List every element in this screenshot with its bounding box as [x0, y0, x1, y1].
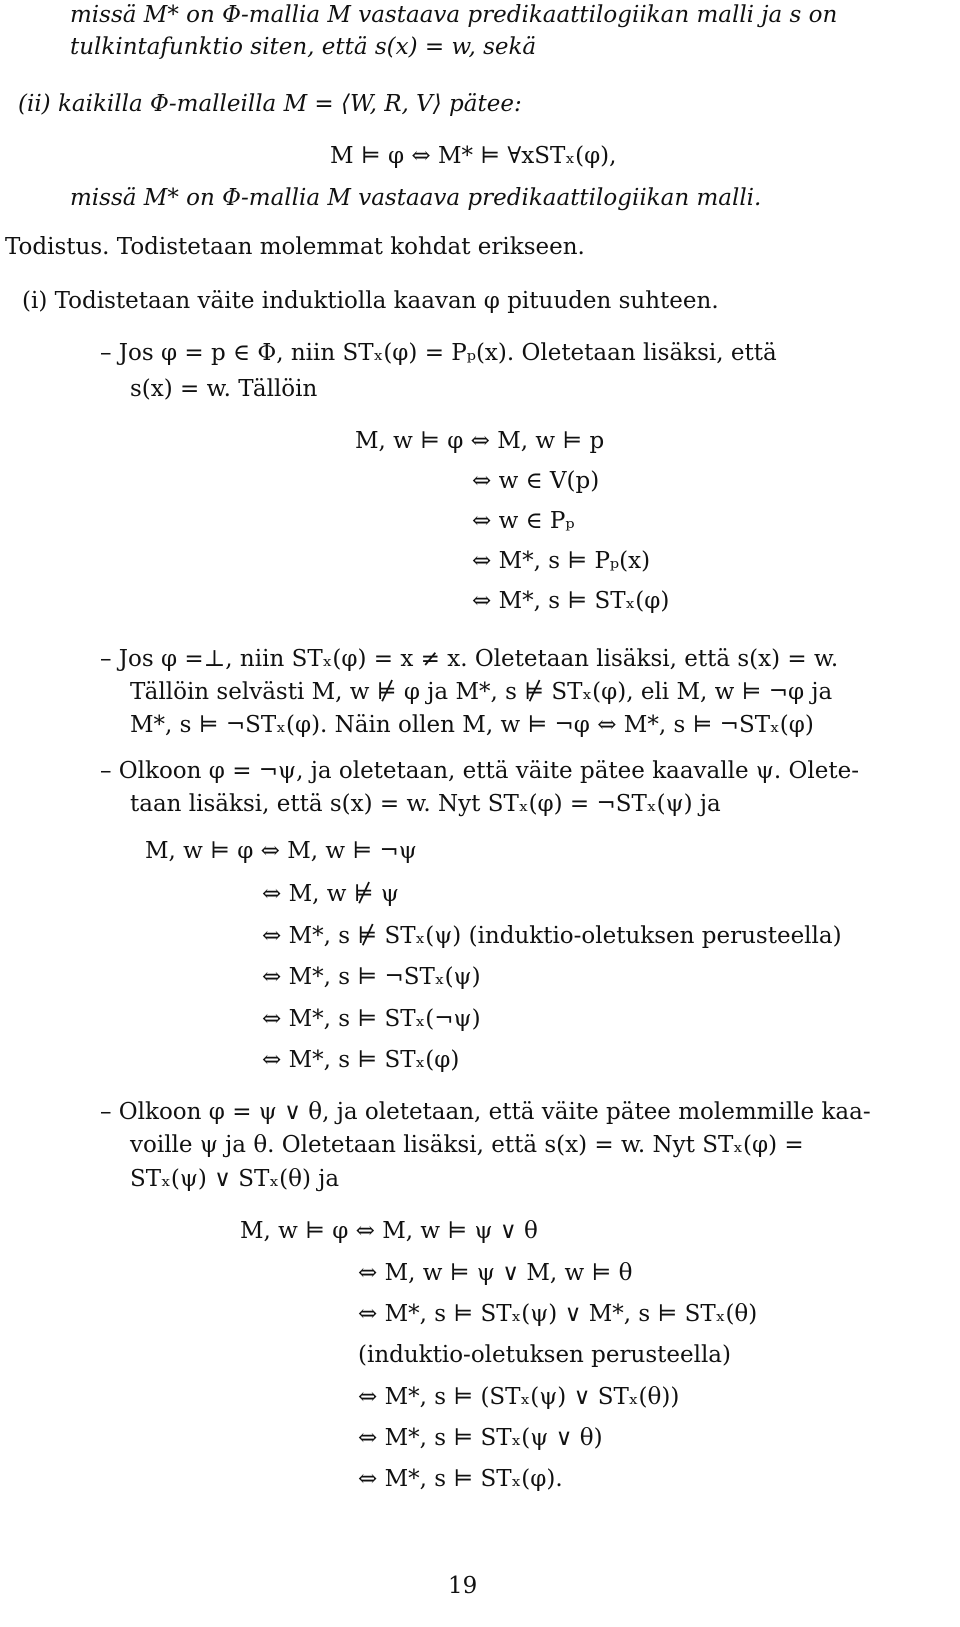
text-line: tulkintafunktio siten, että s(x) = w, sekä [70, 34, 537, 60]
text-line: missä M* on Φ-mallia M vastaava predikaattilogiikan malli. [70, 185, 762, 211]
derivation-line: M, w ⊨ φ ⇔ M, w ⊨ p [355, 428, 605, 454]
derivation-line: M, w ⊨ φ ⇔ M, w ⊨ ¬ψ [145, 838, 417, 864]
text-line: (i) Todistetaan väite induktiolla kaavan φ pituuden suhteen. [22, 288, 719, 314]
text-line: missä M* on Φ-mallia M vastaava predikaattilogiikan malli ja s on [70, 2, 838, 28]
derivation-line: ⇔ M*, s ⊨ (STₓ(ψ) ∨ STₓ(θ)) [358, 1384, 680, 1410]
derivation-line: ⇔ M, w ⊭ ψ [262, 881, 399, 907]
text-line: – Olkoon φ = ¬ψ, ja oletetaan, että väite pätee kaavalle ψ. Olete- [100, 758, 859, 784]
derivation-line: ⇔ M*, s ⊨ Pₚ(x) [472, 548, 651, 574]
derivation-line: ⇔ w ∈ V(p) [472, 468, 600, 494]
derivation-line: ⇔ M, w ⊨ ψ ∨ M, w ⊨ θ [358, 1260, 633, 1286]
display-formula: M ⊨ φ ⇔ M* ⊨ ∀xSTₓ(φ), [330, 143, 617, 169]
text-line: taan lisäksi, että s(x) = w. Nyt STₓ(φ) = ¬STₓ(ψ) ja [130, 791, 721, 817]
proof-heading: Todistus. Todistetaan molemmat kohdat erikseen. [5, 234, 585, 260]
derivation-line: ⇔ M*, s ⊨ STₓ(ψ ∨ θ) [358, 1425, 603, 1451]
text-line: Tällöin selvästi M, w ⊭ φ ja M*, s ⊭ STₓ(φ), eli M, w ⊨ ¬φ ja [130, 679, 833, 705]
text-line: STₓ(ψ) ∨ STₓ(θ) ja [130, 1166, 340, 1192]
derivation-line: ⇔ M*, s ⊨ STₓ(φ). [358, 1466, 563, 1492]
text-line: M*, s ⊨ ¬STₓ(φ). Näin ollen M, w ⊨ ¬φ ⇔ M*, s ⊨ ¬STₓ(φ) [130, 712, 814, 738]
derivation-line: ⇔ M*, s ⊨ STₓ(φ) [262, 1047, 460, 1073]
text-line: – Jos φ =⊥, niin STₓ(φ) = x ≠ x. Oletetaan lisäksi, että s(x) = w. [100, 646, 839, 672]
derivation-line: ⇔ M*, s ⊨ STₓ(¬ψ) [262, 1006, 481, 1032]
derivation-line: ⇔ M*, s ⊨ STₓ(ψ) ∨ M*, s ⊨ STₓ(θ) [358, 1301, 758, 1327]
text-line: s(x) = w. Tällöin [130, 376, 318, 402]
derivation-line: (induktio-oletuksen perusteella) [358, 1342, 731, 1368]
derivation-line: ⇔ M*, s ⊭ STₓ(ψ) (induktio-oletuksen perusteella) [262, 923, 842, 949]
derivation-line: ⇔ M*, s ⊨ ¬STₓ(ψ) [262, 964, 481, 990]
page-number: 19 [448, 1573, 478, 1599]
derivation-line: ⇔ M*, s ⊨ STₓ(φ) [472, 588, 670, 614]
text-line: – Jos φ = p ∈ Φ, niin STₓ(φ) = Pₚ(x). Oletetaan lisäksi, että [100, 340, 777, 366]
text-line: (ii) kaikilla Φ-malleilla M = ⟨W, R, V⟩ pätee: [18, 91, 522, 117]
derivation-line: M, w ⊨ φ ⇔ M, w ⊨ ψ ∨ θ [240, 1218, 538, 1244]
text-line: – Olkoon φ = ψ ∨ θ, ja oletetaan, että väite pätee molemmille kaa- [100, 1099, 871, 1125]
text-line: voille ψ ja θ. Oletetaan lisäksi, että s(x) = w. Nyt STₓ(φ) = [130, 1132, 804, 1158]
derivation-line: ⇔ w ∈ Pₚ [472, 508, 575, 534]
